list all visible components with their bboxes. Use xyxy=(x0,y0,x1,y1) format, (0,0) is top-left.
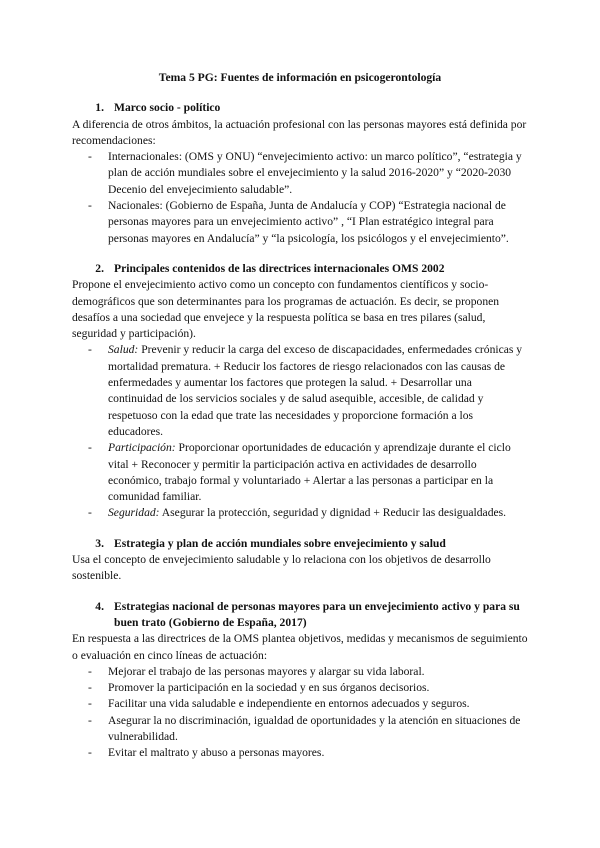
dash-marker: - xyxy=(88,506,92,520)
list-item-text: Nacionales: (Gobierno de España, Junta de Andalucía y COP) “Estrategia nacional de personas mayores para un envejecimiento activo” , “I Plan estratégico integral para personas mayores en Andalucía” y “la psicología, los psicólogos y el envejecimiento”. xyxy=(108,199,509,245)
list-item xyxy=(72,680,528,696)
dash-marker: - xyxy=(88,746,92,760)
list-item-text: Proporcionar oportunidades de educación y aprendizaje durante el ciclo vital + Reconocer y permitir la participación activa en actividades de desarrollo económico, trabajo formal y voluntariado + Alertar a las personas a participar en la comunidad familiar. xyxy=(108,441,511,504)
section-number: 1. xyxy=(95,101,104,115)
list-item-text: Promover la participación en la sociedad y en sus órganos decisorios. xyxy=(108,681,430,695)
list-item-text: Prevenir y reducir la carga del exceso de discapacidades, enfermedades crónicas y mortalidad prematura. + Reducir los factores de riesgo relacionados con las causas de enfermedades y aumentar los factores que protegen la salud. + Desarrollar una continuidad de los servicios sociales y de salud asequible, accesible, de calidad y respetuoso con la edad que trate las necesidades y proporcione formación a los educadores. xyxy=(108,343,523,438)
section-title: Estrategia y plan de acción mundiales sobre envejecimiento y salud xyxy=(114,536,446,550)
section-number: 2. xyxy=(95,261,104,275)
section-title: Principales contenidos de las directrices internacionales OMS 2002 xyxy=(114,261,445,275)
bullet-list xyxy=(72,149,528,247)
section-intro: A diferencia de otros ámbitos, la actuación profesional con las personas mayores está definida por recomendaciones: xyxy=(72,117,527,147)
dash-marker: - xyxy=(88,713,92,727)
section-intro: En respuesta a las directrices de la OMS plantea objetivos, medidas y mecanismos de seguimiento o evaluación en cinco líneas de actuación: xyxy=(72,632,528,662)
list-item xyxy=(72,440,528,505)
section-2 xyxy=(72,261,528,522)
list-item-text: Asegurar la no discriminación, igualdad de oportunidades y la atención en situaciones de vulnerabilidad. xyxy=(108,713,521,743)
list-item xyxy=(72,342,528,440)
section-4 xyxy=(72,599,528,762)
list-item-label: Participación: xyxy=(108,441,176,455)
list-item-text: Mejorar el trabajo de las personas mayores y alargar su vida laboral. xyxy=(108,664,425,678)
list-item-text: Internacionales: (OMS y ONU) “envejecimiento activo: un marco político”, “estrategia y plan de acción mundiales sobre el envejecimiento y la salud 2016-2020” y “2020-2030 Decenio del envejecimiento saludable”. xyxy=(108,150,522,196)
dash-marker: - xyxy=(88,199,92,213)
section-heading xyxy=(72,536,528,552)
bullet-list xyxy=(72,342,528,521)
document-title: Tema 5 PG: Fuentes de información en psicogerontología xyxy=(158,71,442,84)
list-item-text: Asegurar la protección, seguridad y dignidad + Reducir las desigualdades. xyxy=(161,506,507,520)
section-number: 4. xyxy=(95,599,104,613)
list-item xyxy=(72,198,528,247)
section-3 xyxy=(72,536,528,585)
dash-marker: - xyxy=(88,150,92,164)
section-title: Marco socio - político xyxy=(114,101,221,115)
list-item xyxy=(72,713,528,746)
dash-marker: - xyxy=(88,441,92,455)
section-intro: Propone el envejecimiento activo como un concepto con fundamentos científicos y socio-demográficos que son determinantes para los programas de actuación. Es decir, se proponen desafíos a una sociedad que envejece y la respuesta política se basa en tres pilares (salud, seguridad y participación). xyxy=(72,278,500,341)
dash-marker: - xyxy=(88,697,92,711)
section-intro: Usa el concepto de envejecimiento saludable y lo relaciona con los objetivos de desarrollo sostenible. xyxy=(72,553,491,583)
section-heading xyxy=(72,100,528,116)
list-item xyxy=(72,149,528,198)
dash-marker: - xyxy=(88,343,92,357)
list-item xyxy=(72,664,528,680)
list-item-label: Salud: xyxy=(108,343,139,357)
list-item-label: Seguridad: xyxy=(108,506,160,520)
document-page xyxy=(72,70,528,776)
list-item xyxy=(72,696,528,712)
section-title: Estrategias nacional de personas mayores para un envejecimiento activo y para su buen trato (Gobierno de España, 2017) xyxy=(114,599,520,629)
bullet-list xyxy=(72,664,528,762)
list-item xyxy=(72,505,528,521)
dash-marker: - xyxy=(88,664,92,678)
section-number: 3. xyxy=(95,536,104,550)
list-item xyxy=(72,745,528,761)
dash-marker: - xyxy=(88,681,92,695)
section-1 xyxy=(72,100,528,247)
section-heading xyxy=(72,599,528,632)
list-item-text: Facilitar una vida saludable e independiente en entornos adecuados y seguros. xyxy=(108,697,470,711)
section-heading xyxy=(72,261,528,277)
list-item-text: Evitar el maltrato y abuso a personas mayores. xyxy=(108,746,325,760)
